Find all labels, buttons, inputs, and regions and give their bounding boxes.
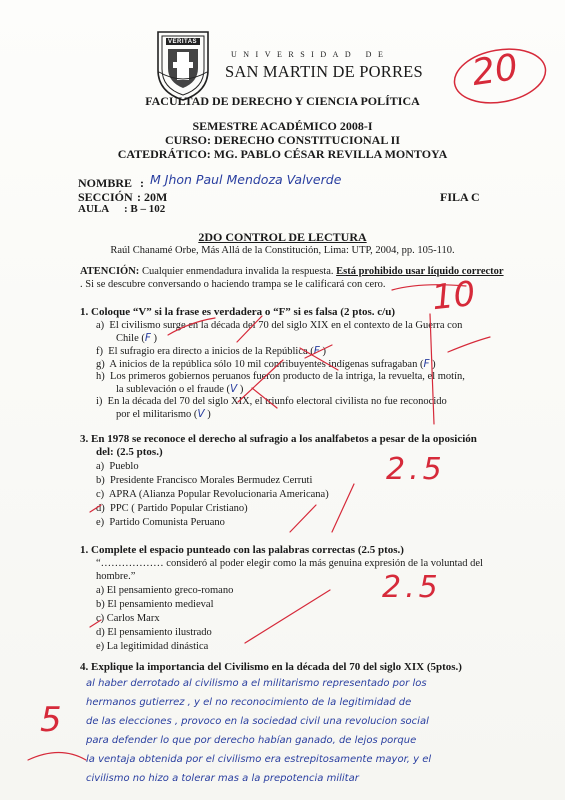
exam-reference: Raúl Chanamé Orbe, Más Allá de la Constitución, Lima: UTP, 2004, pp. 105-110. [110,245,455,256]
q1b-score: 2.5 [382,570,442,605]
q3-title-2: del: (2.5 ptos.) [96,446,163,458]
q1b-statement-1: “……………… consideró al poder elegir como la más genuina expresión de la voluntad del [96,558,483,569]
attention-label: ATENCIÓN: [80,266,140,277]
q4-answer-line-3: de las elecciones , provoco en la sociedad civil una revolucion social [86,716,429,727]
q1-answer-h: V [230,383,238,395]
student-name: M Jhon Paul Mendoza Valverde [150,172,342,187]
name-colon: : [140,176,144,190]
attention-text: Cualquier enmendadura invalida la respuesta. [141,266,334,277]
q1b-option-d: d) El pensamiento ilustrado [96,627,212,638]
q3-option-b: b) Presidente Francisco Morales Bermudez Cerruti [96,475,313,486]
q4-title: 4. Explique la importancia del Civilismo en la década del 70 del siglo XIX (5ptos.) [80,661,462,673]
q3-score: 2.5 [386,452,446,487]
q1-item-f: f) El sufragio era directo a inicios de la República (F ) [96,345,326,357]
semester-line: SEMESTRE ACADÉMICO 2008-I [192,119,373,133]
q1b-option-c: c) Carlos Marx [96,613,160,624]
seal-text: VERITAS [168,39,198,45]
q1-item-h-cont: la sublevación o el fraude (V ) [116,383,244,395]
q1b-option-e: e) La legitimidad dinástica [96,641,209,652]
q4-score: 5 [40,700,62,740]
q1-item-i-cont: por el militarismo (V ) [116,408,211,420]
grade-mark: 20 [469,47,521,94]
university-top-text: UNIVERSIDAD DE [231,50,390,59]
q1-item-g: g) A inicios de la república sólo 10 mil contribuyentes indígenas sufragaban (F ) [96,358,436,370]
q1-answer-i: V [197,408,205,420]
q1-item-i: i) En la década del 70 del siglo XIX, el triunfo electoral civilista no fue reconocido [96,396,447,407]
university-name: SAN MARTIN DE PORRES [225,62,423,81]
q4-answer-line-5: la ventaja obtenida por el civilismo era estrepitosamente mayor, y el [86,754,432,765]
q3-option-d: d) PPC ( Partido Popular Cristiano) [96,503,248,514]
q3-option-a: a) Pueblo [96,461,139,472]
q4-answer-line-4: para defender lo que por derecho habían ganado, de lejos porque [86,735,417,746]
course-line: CURSO: DERECHO CONSTITUCIONAL II [164,133,401,147]
q4-answer-line-1: al haber derrotado al civilismo a el militarismo representado por los [86,678,427,689]
row-label: FILA C [440,190,480,204]
name-label: NOMBRE [78,176,132,190]
section-label: SECCIÓN [78,190,133,204]
q3-title: 3. En 1978 se reconoce el derecho al sufragio a los analfabetos a pesar de la oposición [80,433,477,445]
q1-item-a: a) El civilismo surge en la década del 70 del siglo XIX en el contexto de la Guerra con [96,320,463,331]
room-label: AULA [78,203,110,215]
q1-answer-g: F [423,358,430,370]
q1-item-a-cont: Chile (F ) [116,332,158,344]
q1-score: 10 [430,273,478,319]
q1-item-h: h) Los primeros gobiernos peruanos fueron producto de la intriga, la revuelta, el motín, [96,371,465,382]
section-value: : 20M [137,190,168,204]
q1b-statement-2: hombre.” [96,571,136,582]
q4-answer-line-2: hermanos gutierrez , y el no reconocimiento de la legitimidad de [86,697,412,708]
q1-answer-a: F [144,332,151,344]
q1b-title: 1. Complete el espacio punteado con las palabras correctas (2.5 ptos.) [80,544,404,556]
faculty-title: FACULTAD DE DERECHO Y CIENCIA POLÍTICA [145,94,420,108]
q3-option-c: c) APRA (Alianza Popular Revolucionaria Americana) [96,489,329,500]
exam-title: 2DO CONTROL DE LECTURA [198,230,367,244]
q4-answer-line-6: civilismo no hizo a tolerar mas a la prepotencia militar [86,773,359,784]
attention-tail: . Si se descubre conversando o haciendo trampa se le calificará con cero. [80,279,386,290]
q1b-option-a: a) El pensamiento greco-romano [96,585,234,596]
q1-title: 1. Coloque “V” si la frase es verdadera o “F” si es falsa (2 ptos. c/u) [80,306,396,318]
teacher-line: CATEDRÁTICO: MG. PABLO CÉSAR REVILLA MONTOYA [117,147,448,161]
q1b-option-b: b) El pensamiento medieval [96,599,214,610]
q1-answer-f: F [313,345,320,357]
q3-option-e: e) Partido Comunista Peruano [96,517,225,528]
attention-bold: Está prohibido usar líquido corrector [336,266,504,277]
room-value: : B – 102 [124,203,166,215]
